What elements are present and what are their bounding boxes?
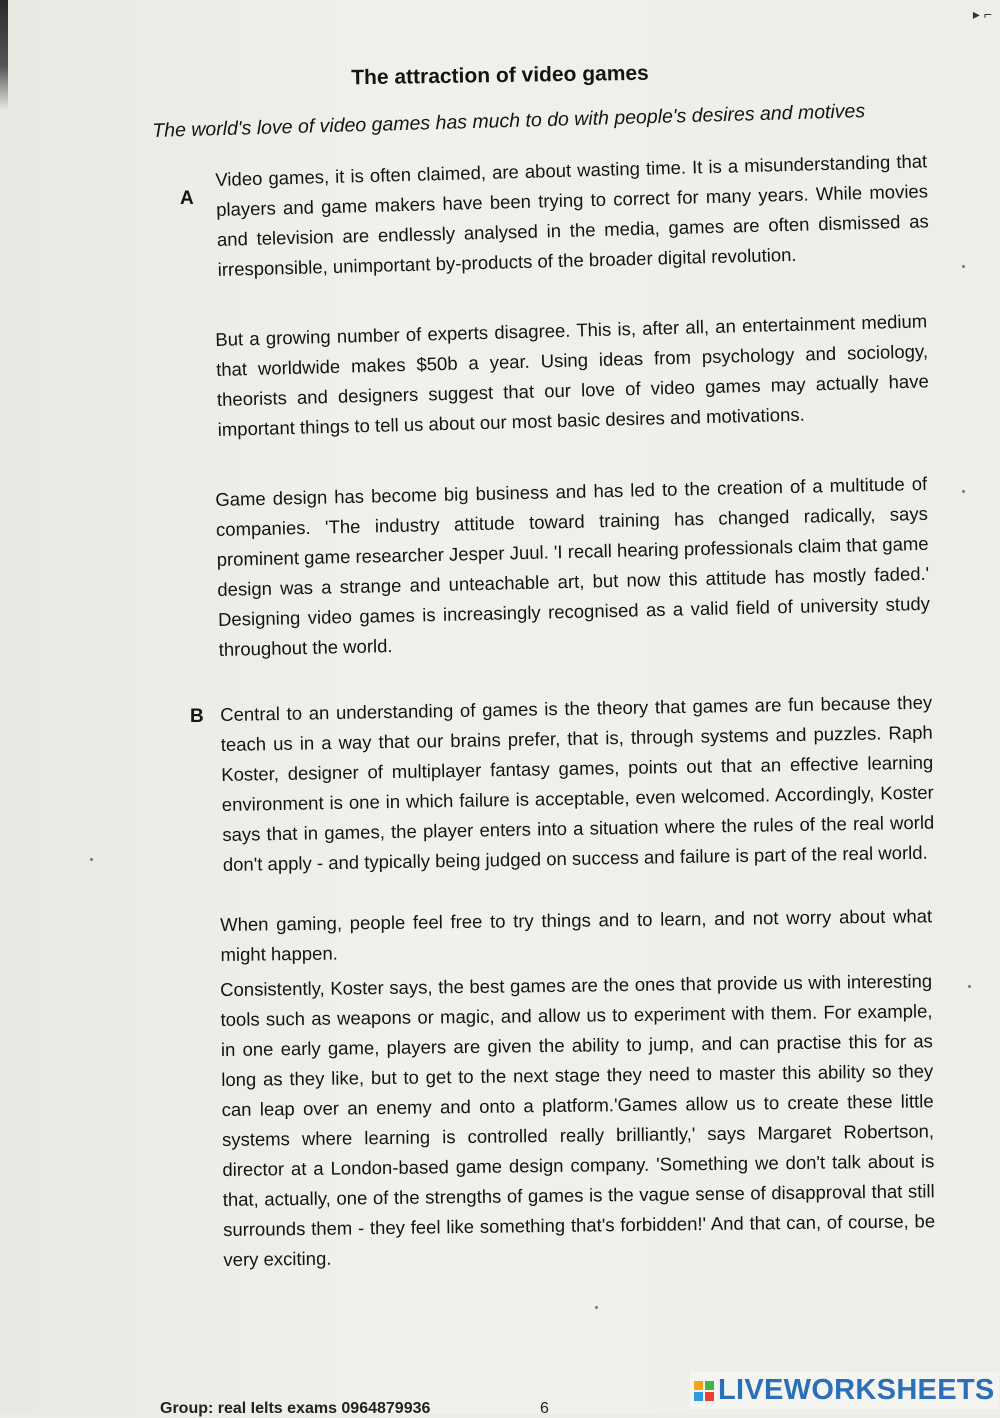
logo-square-red (705, 1392, 714, 1401)
section-letter-a: A (180, 188, 194, 209)
paragraph-a1: Video games, it is often claimed, are about wasting time. It is a misunderstanding that players and game makers have been trying to correct for many years. While movies and television are endlessly analysed in the media, games are often dismissed as irresponsible, unimportant by-products of the broader digital revolution. (215, 150, 929, 280)
liveworksheets-logo-icon (694, 1381, 714, 1401)
liveworksheets-watermark[interactable] (690, 1372, 999, 1409)
corner-scan-mark: ▸ ⌐ (972, 6, 992, 22)
paragraph-b2: When gaming, people feel free to try things and to learn, and not worry about what might happen. (220, 905, 933, 965)
scan-speck (90, 858, 93, 861)
scan-speck (968, 985, 971, 988)
scan-speck (595, 1306, 598, 1309)
footer-group-text: Group: real Ielts exams 0964879936 (160, 1400, 431, 1417)
scan-speck (962, 490, 965, 493)
section-letter-b: B (190, 706, 204, 727)
paragraph-b1: Central to an understanding of games is the theory that games are fun because they teach us in a way that our brains prefer, that is, through systems and puzzles. Raph Koster, designer of multiplayer fantasy games, points out that an effective learning environment is one in which failure is acceptable, even welcomed. Accordingly, Koster says that in games, the player enters into a situation where the rules of the real world don't apply - and typically being judged on success and failure is part of the real world. (220, 691, 935, 875)
logo-square-orange (694, 1381, 703, 1390)
footer-page-mark: 6 (540, 1400, 549, 1417)
logo-square-green (705, 1381, 714, 1390)
logo-square-blue (694, 1392, 703, 1401)
paragraph-a2: But a growing number of experts disagree. This is, after all, an entertainment medium that worldwide makes $50b a year. Using ideas from psychology and sociology, theorists and designers suggest that our love of video games may actually have important things to tell us about our most basic desires and motivations. (215, 310, 929, 440)
scan-speck (962, 265, 965, 268)
page-title: The attraction of video games (351, 61, 649, 90)
paragraph-b3: Consistently, Koster says, the best games are the ones that provide us with interesting tools such as weapons or magic, and allow us to experiment with them. For example, in one early game, players are given the ability to jump, and can practise this for as long as they like, but to get to the next stage they need to master this ability so they can leap over an enemy and onto a platform.'Games allow us to create these little systems where learning is controlled really brilliantly,' says Margaret Robertson, director at a London-based game design company. 'Something we don't talk about is that, actually, one of the strengths of games is the vague sense of disapproval that still surrounds them - they feel like something that's forbidden!' And that can, of course, be very exciting. (220, 970, 936, 1270)
watermark-text: LIVEWORKSHEETS (718, 1374, 995, 1406)
page-subtitle: The world's love of video games has much to do with people's desires and motives (152, 100, 866, 142)
paragraph-a3: Game design has become big business and has led to the creation of a multitude of companies. 'The industry attitude toward training has changed radically, says prominent game researcher Jesper Juul. 'I recall hearing professionals claim that game design was a strange and unteachable art, but now this attitude has mostly faded.' Designing video games is increasingly recognised as a valid field of university study throughout the world. (215, 472, 931, 660)
